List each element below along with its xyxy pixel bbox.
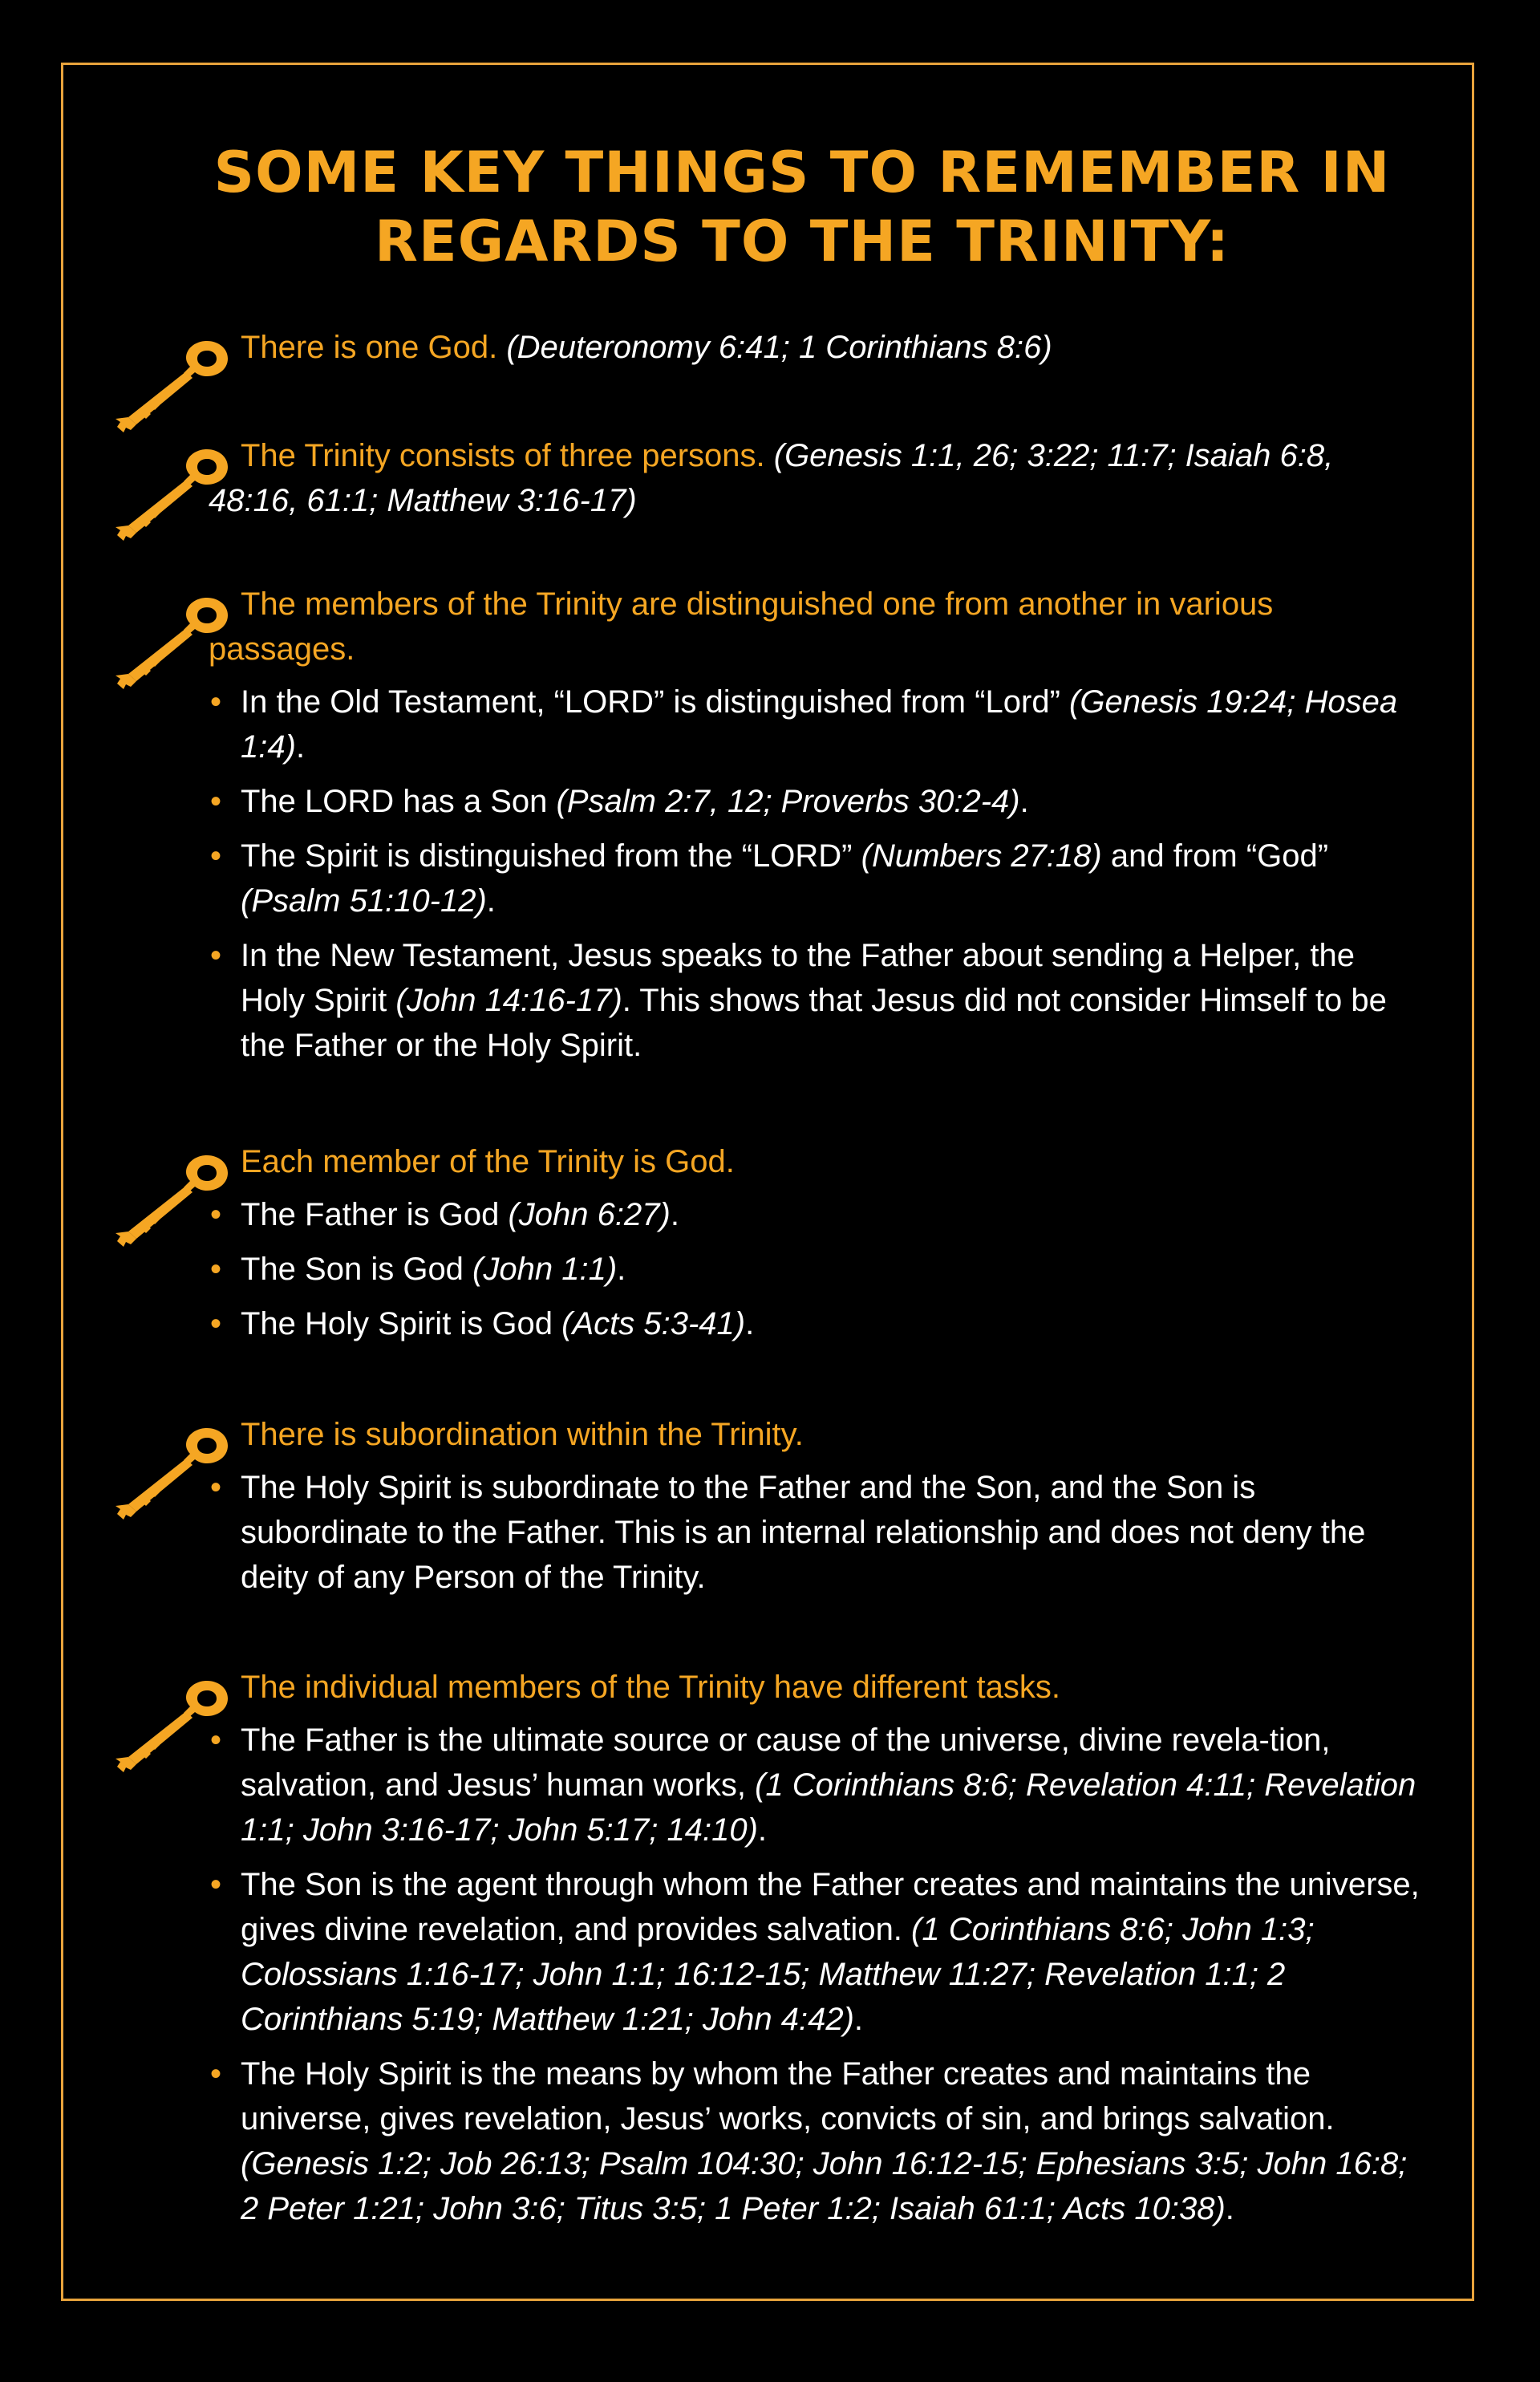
heading-text: There is subordination within the Trinity. [241, 1417, 804, 1452]
bullet-dot-icon: • [210, 838, 222, 874]
key-icon [112, 591, 237, 692]
bullet-text: The Son is the agent through whom the Father creates and maintains the universe, gives divine revelation, and provides salvation. [241, 1867, 1420, 1947]
bullet-list [112, 680, 1428, 1068]
bullet-text: In the New Testament, Jesus speaks to the Father about sending a Helper, the Holy Spirit [241, 938, 1355, 1018]
scripture-reference: (1 Corinthians 8:6; Revelation 4:11; Revelation 1:1; John 3:16-17; John 5:17; 14:10) [241, 1767, 1416, 1848]
scripture-reference: (Genesis 19:24; Hosea 1:4) [241, 684, 1398, 765]
bullet-dot-icon: • [210, 1867, 222, 1902]
bullet-text-continued: and from “God” [1101, 838, 1329, 874]
bullet-text-continued: . [1019, 784, 1029, 819]
scripture-reference: (John 6:27) [508, 1197, 671, 1232]
scripture-reference: (Acts 5:3-41) [561, 1306, 746, 1341]
bullet-text: The LORD has a Son [241, 784, 557, 819]
bullet-item [210, 1301, 1428, 1346]
bullet-text: The Holy Spirit is subordinate to the Father and the Son, and the Son is subordinate to the Father. This is an internal relationship and does not deny the deity of any Person of the Trinity. [241, 1470, 1366, 1595]
bullet-dot-icon: • [210, 1723, 222, 1758]
bullet-item [210, 834, 1428, 923]
bullet-dot-icon: • [210, 1197, 222, 1232]
bullet-item [210, 1247, 1428, 1292]
bullet-text-continued: . [295, 729, 306, 765]
section [112, 325, 1428, 370]
bullet-list [112, 1192, 1428, 1346]
section-heading [241, 325, 1428, 370]
bullet-text-continued: . [670, 1197, 679, 1232]
section-heading [241, 1139, 1428, 1184]
section [112, 1139, 1428, 1356]
bullet-text: The Father is God [241, 1197, 509, 1232]
bullet-text-continued: . [853, 2002, 864, 2037]
bullet-dot-icon: • [210, 684, 222, 720]
bullet-dot-icon: • [210, 1306, 222, 1341]
bullet-text: The Father is the ultimate source or cause of the universe, divine revela-tion, salvation, and Jesus’ human works, [241, 1723, 1331, 1803]
bullet-text-continued: . [745, 1306, 755, 1341]
bullet-item [210, 1862, 1428, 2042]
bullet-text: In the Old Testament, “LORD” is distinguished from “Lord” [241, 684, 1070, 720]
bullet-text-continued: . [617, 1252, 626, 1287]
heading-text: The Trinity consists of three persons. [241, 438, 765, 473]
key-icon [112, 443, 237, 543]
bullet-item [210, 1192, 1428, 1237]
bullet-item [210, 680, 1428, 769]
page-title: SOME KEY THINGS TO REMEMBER IN REGARDS TO THE TRINITY: [213, 140, 1391, 274]
bullet-item [210, 1718, 1428, 1852]
key-icon [112, 335, 237, 435]
bullet-text: The Holy Spirit is the means by whom the Father creates and maintains the universe, gives revelation, Jesus’ works, convicts of sin, and brings salvation. [241, 2056, 1335, 2136]
bullet-text-continued: . [1225, 2191, 1234, 2226]
bullet-text-continued: . This shows that Jesus did not consider Himself to be the Father or the Holy Spirit. [241, 983, 1387, 1063]
section [112, 582, 1428, 1077]
scripture-reference: (John 14:16-17) [395, 983, 622, 1018]
bullet-dot-icon: • [210, 1252, 222, 1287]
bullet-item [210, 779, 1428, 824]
bullet-text-continued: . [486, 883, 496, 919]
bullet-text-continued: . [757, 1812, 768, 1848]
section [112, 433, 1428, 523]
scripture-reference: (Psalm 51:10-12) [241, 883, 487, 919]
bullet-text: The Spirit is distinguished from the “LORD” [241, 838, 861, 874]
section-heading [241, 1412, 1428, 1457]
scripture-reference: (Genesis 1:2; Job 26:13; Psalm 104:30; John 16:12-15; Ephesians 3:5; John 16:8; 2 Peter 1:21; John 3:6; Titus 3:5; 1 Peter 1:2; Isaiah 61:1; Acts 10:38) [241, 2146, 1408, 2226]
heading-text: Each member of the Trinity is God. [241, 1144, 735, 1179]
bullet-list [112, 1465, 1428, 1600]
section-heading [209, 582, 1428, 672]
scripture-reference: (1 Corinthians 8:6; John 1:3; Colossians 1:16-17; John 1:1; 16:12-15; Matthew 11:27; Revelation 1:1; 2 Corinthians 5:19; Matthew 1:21; John 4:42) [241, 1912, 1315, 2037]
scripture-reference: (Deuteronomy 6:41; 1 Corinthians 8:6) [506, 330, 1052, 365]
scripture-reference: (Numbers 27:18) [861, 838, 1102, 874]
scripture-reference: (Psalm 2:7, 12; Proverbs 30:2-4) [556, 784, 1020, 819]
bullet-item [210, 2051, 1428, 2231]
bullet-dot-icon: • [210, 784, 222, 819]
bullet-text: The Holy Spirit is God [241, 1306, 562, 1341]
bullet-item [210, 933, 1428, 1068]
heading-text: The members of the Trinity are distinguished one from another in various passages. [209, 586, 1274, 667]
bullet-list [112, 1718, 1428, 2231]
scripture-reference: (John 1:1) [472, 1252, 618, 1287]
bullet-item [210, 1465, 1428, 1600]
bullet-dot-icon: • [210, 2056, 222, 2092]
bullet-text: The Son is God [241, 1252, 473, 1287]
scripture-reference: (Genesis 1:1, 26; 3:22; 11:7; Isaiah 6:8, 48:16, 61:1; Matthew 3:16-17) [209, 438, 1334, 518]
section [112, 1412, 1428, 1609]
heading-text: The individual members of the Trinity have different tasks. [241, 1670, 1060, 1705]
section-heading [209, 433, 1428, 523]
section-heading [241, 1665, 1428, 1710]
section [112, 1665, 1428, 2241]
bullet-dot-icon: • [210, 938, 222, 973]
bullet-dot-icon: • [210, 1470, 222, 1505]
heading-text: There is one God. [241, 330, 498, 365]
